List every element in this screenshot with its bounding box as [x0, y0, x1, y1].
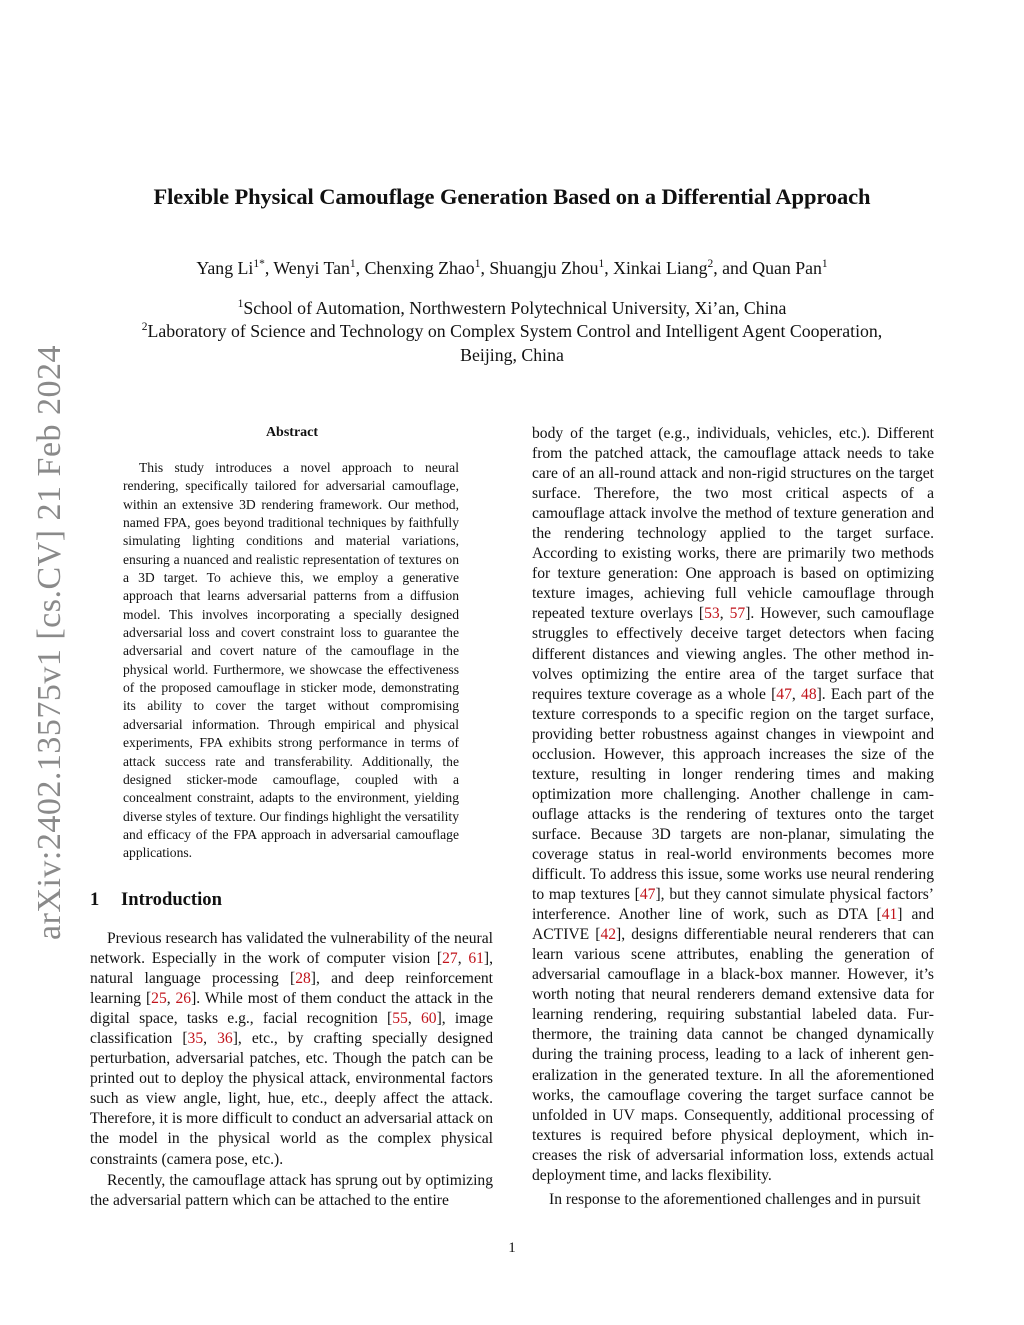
citation-link[interactable]: 48 — [801, 685, 817, 703]
arxiv-watermark: arXiv:2402.13575v1 [cs.CV] 21 Feb 2024 — [31, 344, 68, 940]
paper-title: Flexible Physical Camouflage Generation Based on a Differential Approach — [153, 184, 871, 209]
author-affiliation-mark: 2 — [707, 258, 714, 271]
author-list: Yang $Li^{1*}$, Wenyi Tan$^1$, Chenxing Zhao$^1$, Shuangju Zhou$^1$, Xinkai Liang$^2$, and Quan Pan$^1$ — [196, 258, 828, 278]
citation-link[interactable]: 26 — [175, 990, 192, 1008]
page-number: 1 — [508, 1240, 516, 1256]
author-name: Wenyi Tan — [273, 258, 350, 278]
abstract-body: This study introduces a novel approach to neural rendering, specifically tailored for adversarial camouflage, within an extensive 3D rendering framework. Our method, named FPA, goes beyond traditional techniques by faithfully simulating lighting conditions and material variations, ensuring a nuanced and realistic representation of textures on a 3D target. To achieve this, we employ a generative approach that learns adversarial patterns from a diffusion model. This involves incorporating a specially designed adversarial loss and covert constraint loss to guarantee the adversarial and covert nature of the camouflage in the physical world. Furthermore, we showcase the effectiveness of the proposed camouflage in sticker mode, demonstrating its ability to cover the target without compromising adversarial information. Through empirical and physical experiments, FPA exhibits strong performance in terms of attack success rate and transferability. Additionally, the designed sticker-mode camouflage, coupled with a concealment constraint, adapts to the environment, yielding diverse styles of texture. Our findings highlight the versatility and efficacy of the FPA approach in adversarial camouflage applications. — [123, 460, 459, 861]
intro-paragraph-2: Recently, the camouflage attack has sprung out by optimizing the adversarial pattern which can be attached to the entire — [90, 1172, 493, 1210]
section-heading-introduction — [90, 889, 222, 911]
section-number: 1 — [90, 889, 100, 910]
author-name: Chenxing Zhao — [364, 258, 475, 278]
author-name: Xinkai Liang — [613, 258, 708, 278]
author-affiliation-mark: 1 — [821, 258, 828, 271]
section-title: Introduction — [121, 889, 222, 910]
citation-link[interactable]: 28 — [295, 970, 311, 988]
affiliation-2: $^2$Laboratory of Science and Technology on Complex System Control and Intelligent Agent Cooperation, — [141, 321, 883, 341]
abstract-heading: Abstract — [265, 425, 319, 440]
author-affiliation-mark: 1 — [349, 258, 356, 271]
citation-link[interactable]: 55 — [392, 1010, 408, 1028]
citation-link[interactable]: 47 — [776, 685, 792, 703]
citation-link[interactable]: 61 — [468, 950, 484, 968]
citation-link[interactable]: 53 — [704, 605, 720, 623]
citation-link[interactable]: 47 — [639, 886, 656, 904]
citation-link[interactable]: 27 — [442, 950, 458, 968]
author-name: Quan Pan — [752, 258, 822, 278]
citation-link[interactable]: 36 — [217, 1030, 233, 1048]
author-name: Yang Li — [196, 258, 254, 278]
affiliation-2-continued: Beijing, China — [460, 345, 564, 365]
citation-link[interactable]: 25 — [151, 990, 167, 1008]
author-name: Shuangju Zhou — [489, 258, 599, 278]
citation-link[interactable]: 41 — [881, 906, 898, 924]
author-affiliation-mark: 1 — [598, 258, 605, 271]
affiliation-1: $^1$School of Automation, Northwestern Polytechnical University, Xi’an, China — [237, 298, 787, 318]
intro-paragraph-4: In response to the aforementioned challenges and in pursuit — [549, 1191, 921, 1208]
citation-link[interactable]: 60 — [420, 1010, 437, 1028]
intro-paragraph-1: Previous research has validated the vulnerability of the neural network. Especially in the work of computer vision [27, 61], natural language processing [28], and deep reinforcement learning [25, 26]. While most of them conduct the attack in the digital space, tasks e.g., facial recognition [55, 60], image classification [35, 36], etc., by crafting specially designed perturbation, adversarial patches, etc. Though the patch can be printed out to deploy the physical attack, environmental factors such as view angle, light, hue, etc., deeply affect the attack. Therefore, it is more difficult to conduct an adversarial attack on the model in the physical world as the complex physical constraints (camera pose, etc.). — [90, 930, 494, 1168]
intro-paragraph-3: body of the target (e.g., individuals, vehicles, etc.). Different from the patched attack, the camouflage attack needs to take care of an all-round attack and non-rigid structures on the target surface. Therefore, the two most critical aspects of a camouflage attack involve the method of texture generation and the rendering technology applied to the target surface. According to existing works, there are primarily two methods for texture generation: One approach is based on optimizing texture images, achieving full vehicle camouflage through repeated texture overlays [53, 57]. However, such camouflage struggles to effectively deceive target detectors when facing different distances and viewing angles. The other method involves optimizing the entire area of the target surface that requires texture coverage as a whole [47, 48]. Each part of the texture corresponds to a specific region on the target surface, providing better robustness against changes in viewpoint and occlusion. However, this approach increases the size of the texture, resulting in longer rendering times and making optimization more challenging. Another challenge in camouflage attacks is the rendering of textures onto the target surface. Because 3D targets are non-planar, simulating the coverage status in real-world environments becomes more difficult. To address this issue, some works use neural rendering to map textures [47], but they cannot simulate physical factors’ interference. Another line of work, such as DTA [41] and ACTIVE [42], designs differentiable neural renderers that can learn various scene attributes, enabling the generation of adversarial camouflage in a black-box manner. However, it’s worth noting that neural renderers demand extensive data for learning rendering, requiring substantial labeled data. Furthermore, the training data cannot be changed dynamically during the training process, leading to a lack of inherent generalization in the generated texture. In all the aforementioned works, the camouflage covering the target surface cannot be unfolded in UV maps. Consequently, additional processing of textures is required before physical deployment, which increases the risk of adversarial information loss, extends actual deployment time, and lacks flexibility. — [532, 425, 935, 1184]
citation-link[interactable]: 42 — [600, 926, 617, 944]
citation-link[interactable]: 35 — [187, 1030, 204, 1048]
citation-link[interactable]: 57 — [729, 605, 746, 623]
author-affiliation-mark: 1 — [474, 258, 481, 271]
author-affiliation-mark: 1* — [253, 258, 265, 271]
